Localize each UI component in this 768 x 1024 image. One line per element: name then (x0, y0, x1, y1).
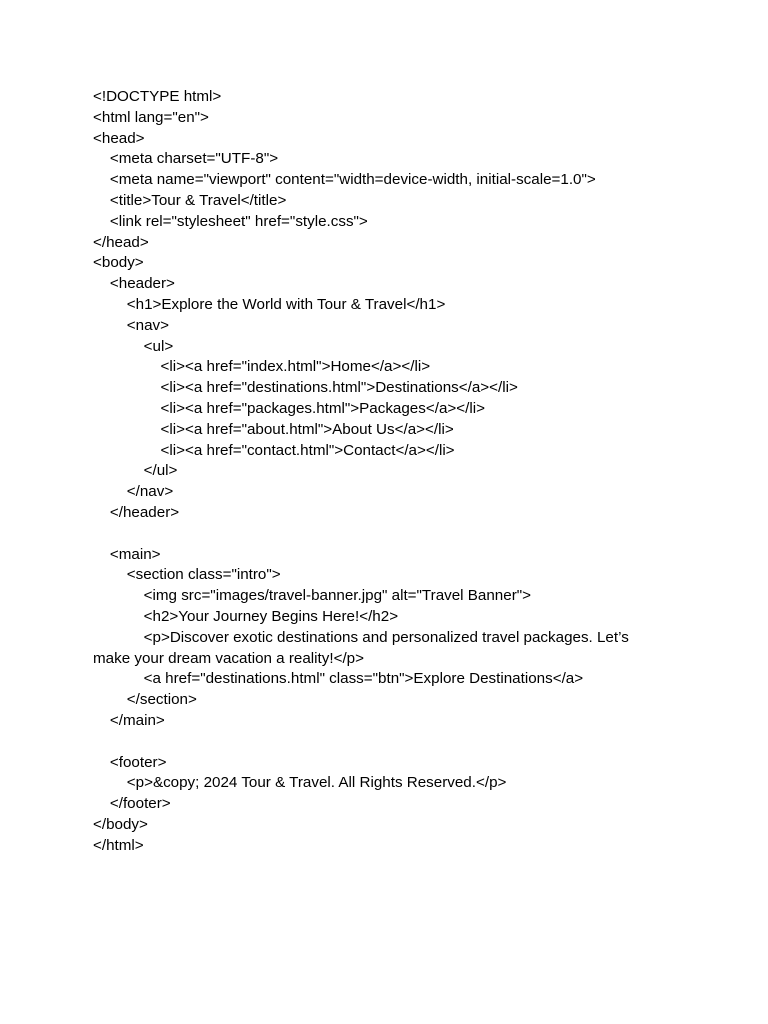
code-line: <link rel="stylesheet" href="style.css"> (93, 212, 368, 230)
code-line: <p>Discover exotic destinations and personalized travel packages. Let’s (93, 628, 629, 646)
code-text-block (93, 87, 693, 856)
code-line: <html lang="en"> (93, 108, 209, 126)
code-line: <li><a href="index.html">Home</a></li> (93, 358, 431, 376)
code-line: </head> (93, 233, 149, 251)
code-line: <footer> (93, 753, 167, 771)
blank-line (93, 732, 693, 753)
code-line: <li><a href="about.html">About Us</a></li> (93, 420, 454, 438)
code-line: <h2>Your Journey Begins Here!</h2> (93, 607, 399, 625)
code-line: <li><a href="packages.html">Packages</a></li> (93, 399, 485, 417)
code-line: <nav> (93, 316, 169, 334)
code-line: <img src="images/travel-banner.jpg" alt="Travel Banner"> (93, 587, 532, 605)
code-line: </html> (93, 836, 144, 854)
code-line: <ul> (93, 337, 174, 355)
code-line: <h1>Explore the World with Tour & Travel</h1> (93, 295, 446, 313)
code-line: </ul> (93, 462, 178, 480)
code-line: <p>&copy; 2024 Tour & Travel. All Rights Reserved.</p> (93, 774, 507, 792)
code-line: <a href="destinations.html" class="btn">Explore Destinations</a> (93, 670, 584, 688)
code-line: <body> (93, 254, 144, 272)
code-line: <li><a href="contact.html">Contact</a></li> (93, 441, 455, 459)
code-line: <head> (93, 129, 145, 147)
code-line: <title>Tour & Travel</title> (93, 191, 287, 209)
code-line: </section> (93, 691, 197, 709)
code-line: <meta name="viewport" content="width=device-width, initial-scale=1.0"> (93, 171, 596, 189)
code-line: <main> (93, 545, 161, 563)
code-line: <!DOCTYPE html> (93, 88, 222, 105)
code-line: </header> (93, 503, 180, 521)
blank-line (93, 524, 693, 545)
code-line: </main> (93, 711, 165, 729)
code-line: </nav> (93, 483, 174, 501)
code-line: <header> (93, 275, 175, 293)
code-line: <meta charset="UTF-8"> (93, 150, 279, 168)
code-line: make your dream vacation a reality!</p> (93, 649, 364, 667)
code-line: <li><a href="destinations.html">Destinations</a></li> (93, 379, 518, 397)
code-line: </footer> (93, 795, 171, 813)
code-line: </body> (93, 815, 148, 833)
code-line: <section class="intro"> (93, 566, 281, 584)
